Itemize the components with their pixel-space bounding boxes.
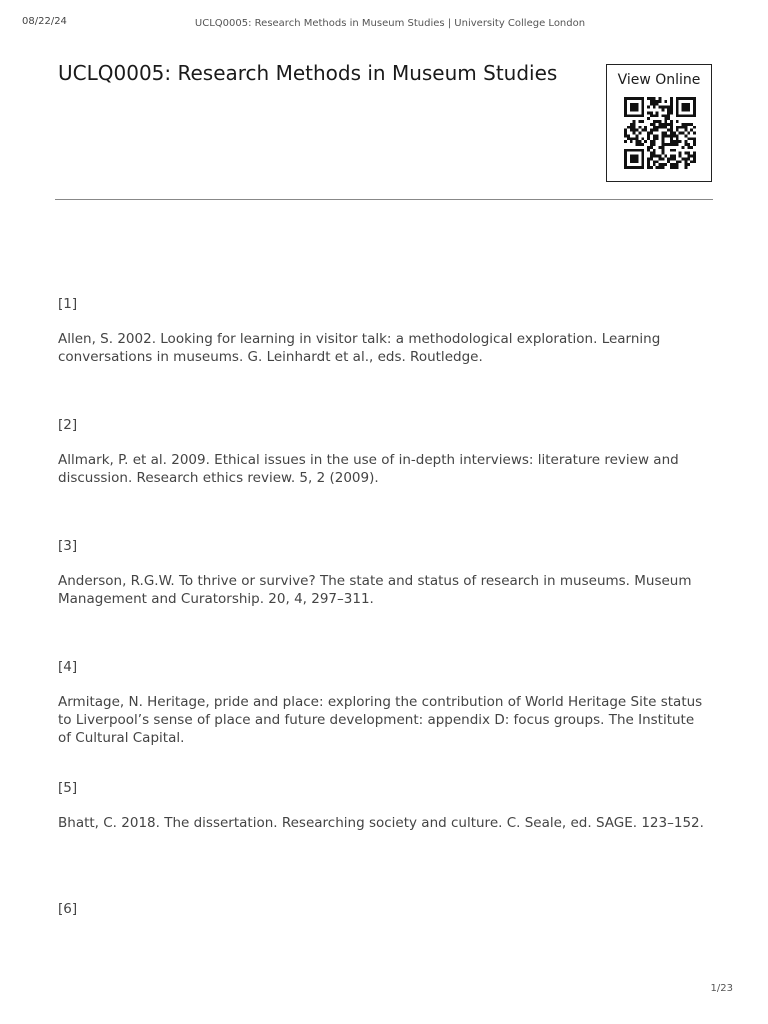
reference-text: Allmark, P. et al. 2009. Ethical issues in the use of in-depth interviews: literature review and discussion. Research ethics review. 5, 2 (2009). xyxy=(58,452,679,486)
page-number: 1/23 xyxy=(710,983,733,994)
reference-text: Allen, S. 2002. Looking for learning in visitor talk: a methodological exploration. Learning conversations in museums. G. Leinhardt et al., eds. Routledge. xyxy=(58,331,661,365)
reference-number: [1] xyxy=(58,296,78,312)
view-online-link[interactable] xyxy=(606,64,712,182)
print-date: 08/22/24 xyxy=(22,16,67,27)
reference-list xyxy=(58,295,708,1021)
print-header-title: UCLQ0005: Research Methods in Museum Studies | University College London xyxy=(194,18,586,29)
reference-item xyxy=(58,537,708,658)
reference-item xyxy=(58,416,708,537)
reference-text: Anderson, R.G.W. To thrive or survive? The state and status of research in museums. Museum Management and Curatorship. 20, 4, 297–311. xyxy=(58,573,692,607)
reference-item xyxy=(58,295,708,416)
reference-number: [2] xyxy=(58,417,78,433)
reference-number: [3] xyxy=(58,538,78,554)
reference-item xyxy=(58,658,708,779)
reference-number: [4] xyxy=(58,659,78,675)
page-title: UCLQ0005: Research Methods in Museum Studies xyxy=(58,61,558,85)
header-divider xyxy=(55,199,713,200)
reference-item xyxy=(58,779,708,900)
qr-code-icon xyxy=(623,97,697,169)
view-online-label: View Online xyxy=(617,72,701,88)
reference-text: Bhatt, C. 2018. The dissertation. Researching society and culture. C. Seale, ed. SAGE. 123–152. xyxy=(58,815,704,831)
reference-number: [5] xyxy=(58,780,78,796)
reference-text: Armitage, N. Heritage, pride and place: exploring the contribution of World Heritage Site status to Liverpool’s sense of place and future development: appendix D: focus groups. The Institute of Cultural Capital. xyxy=(58,694,703,746)
reference-item xyxy=(58,900,708,1021)
reference-number: [6] xyxy=(58,901,78,917)
